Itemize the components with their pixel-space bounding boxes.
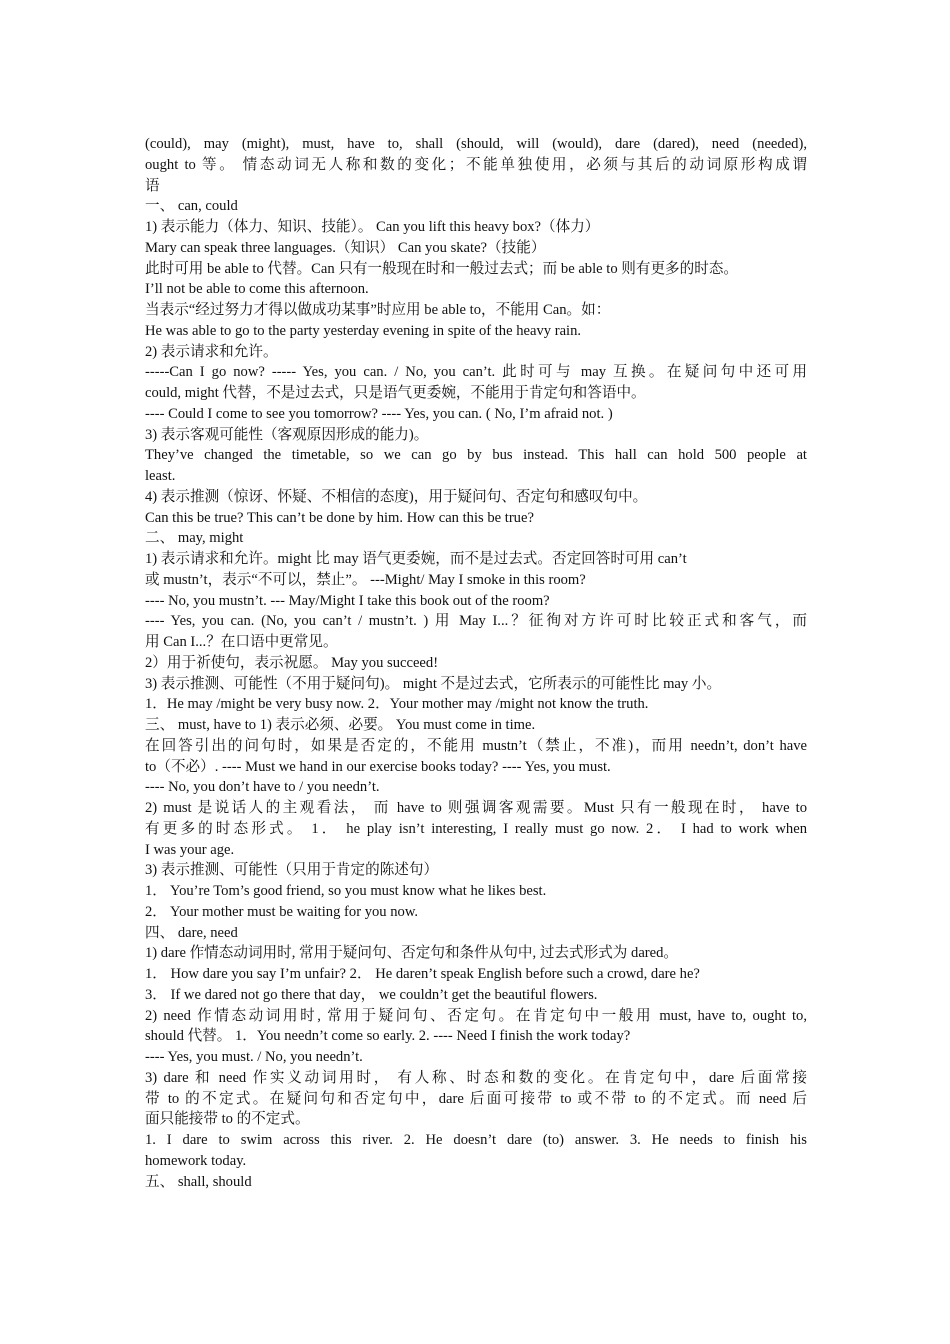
text-line: 2． Your mother must be waiting for you now. [145, 903, 419, 920]
text-line: 3． If we dared not go there that day， we couldn’t get the beautiful flowers. [145, 986, 598, 1003]
text-line: 用 Can I...？在口语中更常见。 [145, 634, 338, 650]
text-line: 1) 表示请求和允许。might 比 may 语气更委婉，而不是过去式。否定回答时可用 can’t [145, 551, 687, 567]
text-line: Can this be true? This can’t be done by him. How can this be true? [145, 509, 534, 526]
text-line: 或 mustn’t，表示“不可以，禁止”。 ---Might/ May I smoke in this room? [145, 571, 586, 588]
text-line: 3) 表示客观可能性（客观原因形成的能力)。 [145, 426, 429, 443]
text-line: 1．He may /might be very busy now. 2．Your mother may /might not know the truth. [145, 696, 649, 713]
text-line: ought to 等。 情态动词无人称和数的变化；不能单独使用，必须与其后的动词原形构成谓 [145, 156, 807, 173]
text-line: 1. I dare to swim across this river. 2. He doesn’t dare (to) answer. 3. He needs to finish his [145, 1132, 807, 1148]
text-line: I was your age. [145, 841, 235, 858]
text-line: ---- Could I come to see you tomorrow? ---- Yes, you can. ( No, I’m afraid not. ) [145, 405, 613, 422]
text-line: homework today. [145, 1152, 247, 1169]
text-line: ---- Yes, you must. / No, you needn’t. [145, 1049, 363, 1065]
text-line: 二、 may, might [145, 530, 244, 547]
text-line: ---- Yes, you can. (No, you can’t / mustn’t. ) 用 May I...？征徇对方许可时比较正式和客气，而 [145, 613, 807, 630]
text-line: -----Can I go now? ----- Yes, you can. / No, you can’t. 此时可与 may 互换。在疑问句中还可用 [145, 364, 807, 381]
text-line: 1) 表示能力（体力、知识、技能）。 Can you lift this heavy box?（体力） [145, 219, 600, 235]
text-line: ---- No, you mustn’t. --- May/Might I take this book out of the room? [145, 592, 550, 609]
text-line: I’ll not be able to come this afternoon. [145, 281, 369, 298]
text-line: (could), may (might), must, have to, shall (should, will (would), dare (dared), need (needed), [145, 136, 807, 152]
text-line: 3) dare 和 need 作实义动词用时， 有人称、时态和数的变化。在肯定句中，dare 后面常接 [145, 1069, 807, 1086]
text-line: 有更多的时态形式。 1． he play isn’t interesting, I really must go now. 2． I had to work when [145, 820, 807, 837]
text-line: should 代替。 1．You needn’t come so early. 2. ---- Need I finish the work today? [145, 1028, 631, 1045]
text-line: 语 [145, 177, 160, 194]
text-line: 1． How dare you say I’m unfair? 2． He daren’t speak English before such a crowd, dare he? [145, 966, 700, 982]
text-line: 当表示“经过努力才得以做成功某事”时应用 be able to，不能用 Can。如： [145, 302, 611, 318]
text-line: 2) 表示请求和允许。 [145, 343, 278, 360]
text-line: 在回答引出的问句时，如果是否定的，不能用 mustn’t（禁止，不准)，而用 needn’t, don’t have [145, 737, 807, 754]
text-line: 三、 must, have to 1) 表示必须、必要。 You must come in time. [145, 717, 536, 733]
text-line: to（不必）. ---- Must we hand in our exercise books today? ---- Yes, you must. [145, 758, 611, 775]
text-line: 此时可用 be able to 代替。Can 只有一般现在时和一般过去式；而 be able to 则有更多的时态。 [145, 260, 739, 277]
text-line: 1． You’re Tom’s good friend, so you must know what he likes best. [145, 883, 547, 899]
text-line: 一、 can, could [145, 198, 238, 215]
text-line: ---- No, you don’t have to / you needn’t. [145, 779, 380, 796]
text-line: 3) 表示推测、可能性（只用于肯定的陈述句） [145, 862, 439, 879]
document-body [145, 134, 807, 1192]
text-line: 2）用于祈使句，表示祝愿。 May you succeed! [145, 654, 439, 671]
text-line: least. [145, 468, 176, 484]
text-line: He was able to go to the party yesterday evening in spite of the heavy rain. [145, 322, 582, 339]
text-line: 2) must 是说话人的主观看法， 而 have to 则强调客观需要。Must 只有一般现在时， have to [145, 800, 807, 816]
text-line: 面只能接带 to 的不定式。 [145, 1111, 310, 1128]
text-line: Mary can speak three languages.（知识） Can you skate?（技能） [145, 239, 546, 256]
text-line: 4) 表示推测（惊讶、怀疑、不相信的态度)，用于疑问句、否定句和感叹句中。 [145, 488, 648, 505]
text-line: 2) need 作情态动词用时, 常用于疑问句、否定句。在肯定句中一般用 must, have to, ought to, [145, 1007, 807, 1024]
text-line: 1) dare 作情态动词用时, 常用于疑问句、否定句和条件从句中, 过去式形式为 dared。 [145, 945, 679, 962]
text-line: 带 to 的不定式。在疑问句和否定句中，dare 后面可接带 to 或不带 to 的不定式。而 need 后 [145, 1090, 807, 1107]
text-line: 五、 shall, should [145, 1173, 252, 1190]
text-line: They’ve changed the timetable, so we can go by bus instead. This hall can hold 500 people at [145, 447, 807, 464]
text-line: 3) 表示推测、可能性（不用于疑问句)。 might 不是过去式，它所表示的可能性比 may 小。 [145, 675, 722, 692]
text-line: could, might 代替，不是过去式，只是语气更委婉，不能用于肯定句和答语中。 [145, 385, 646, 401]
text-line: 四、 dare, need [145, 924, 238, 941]
